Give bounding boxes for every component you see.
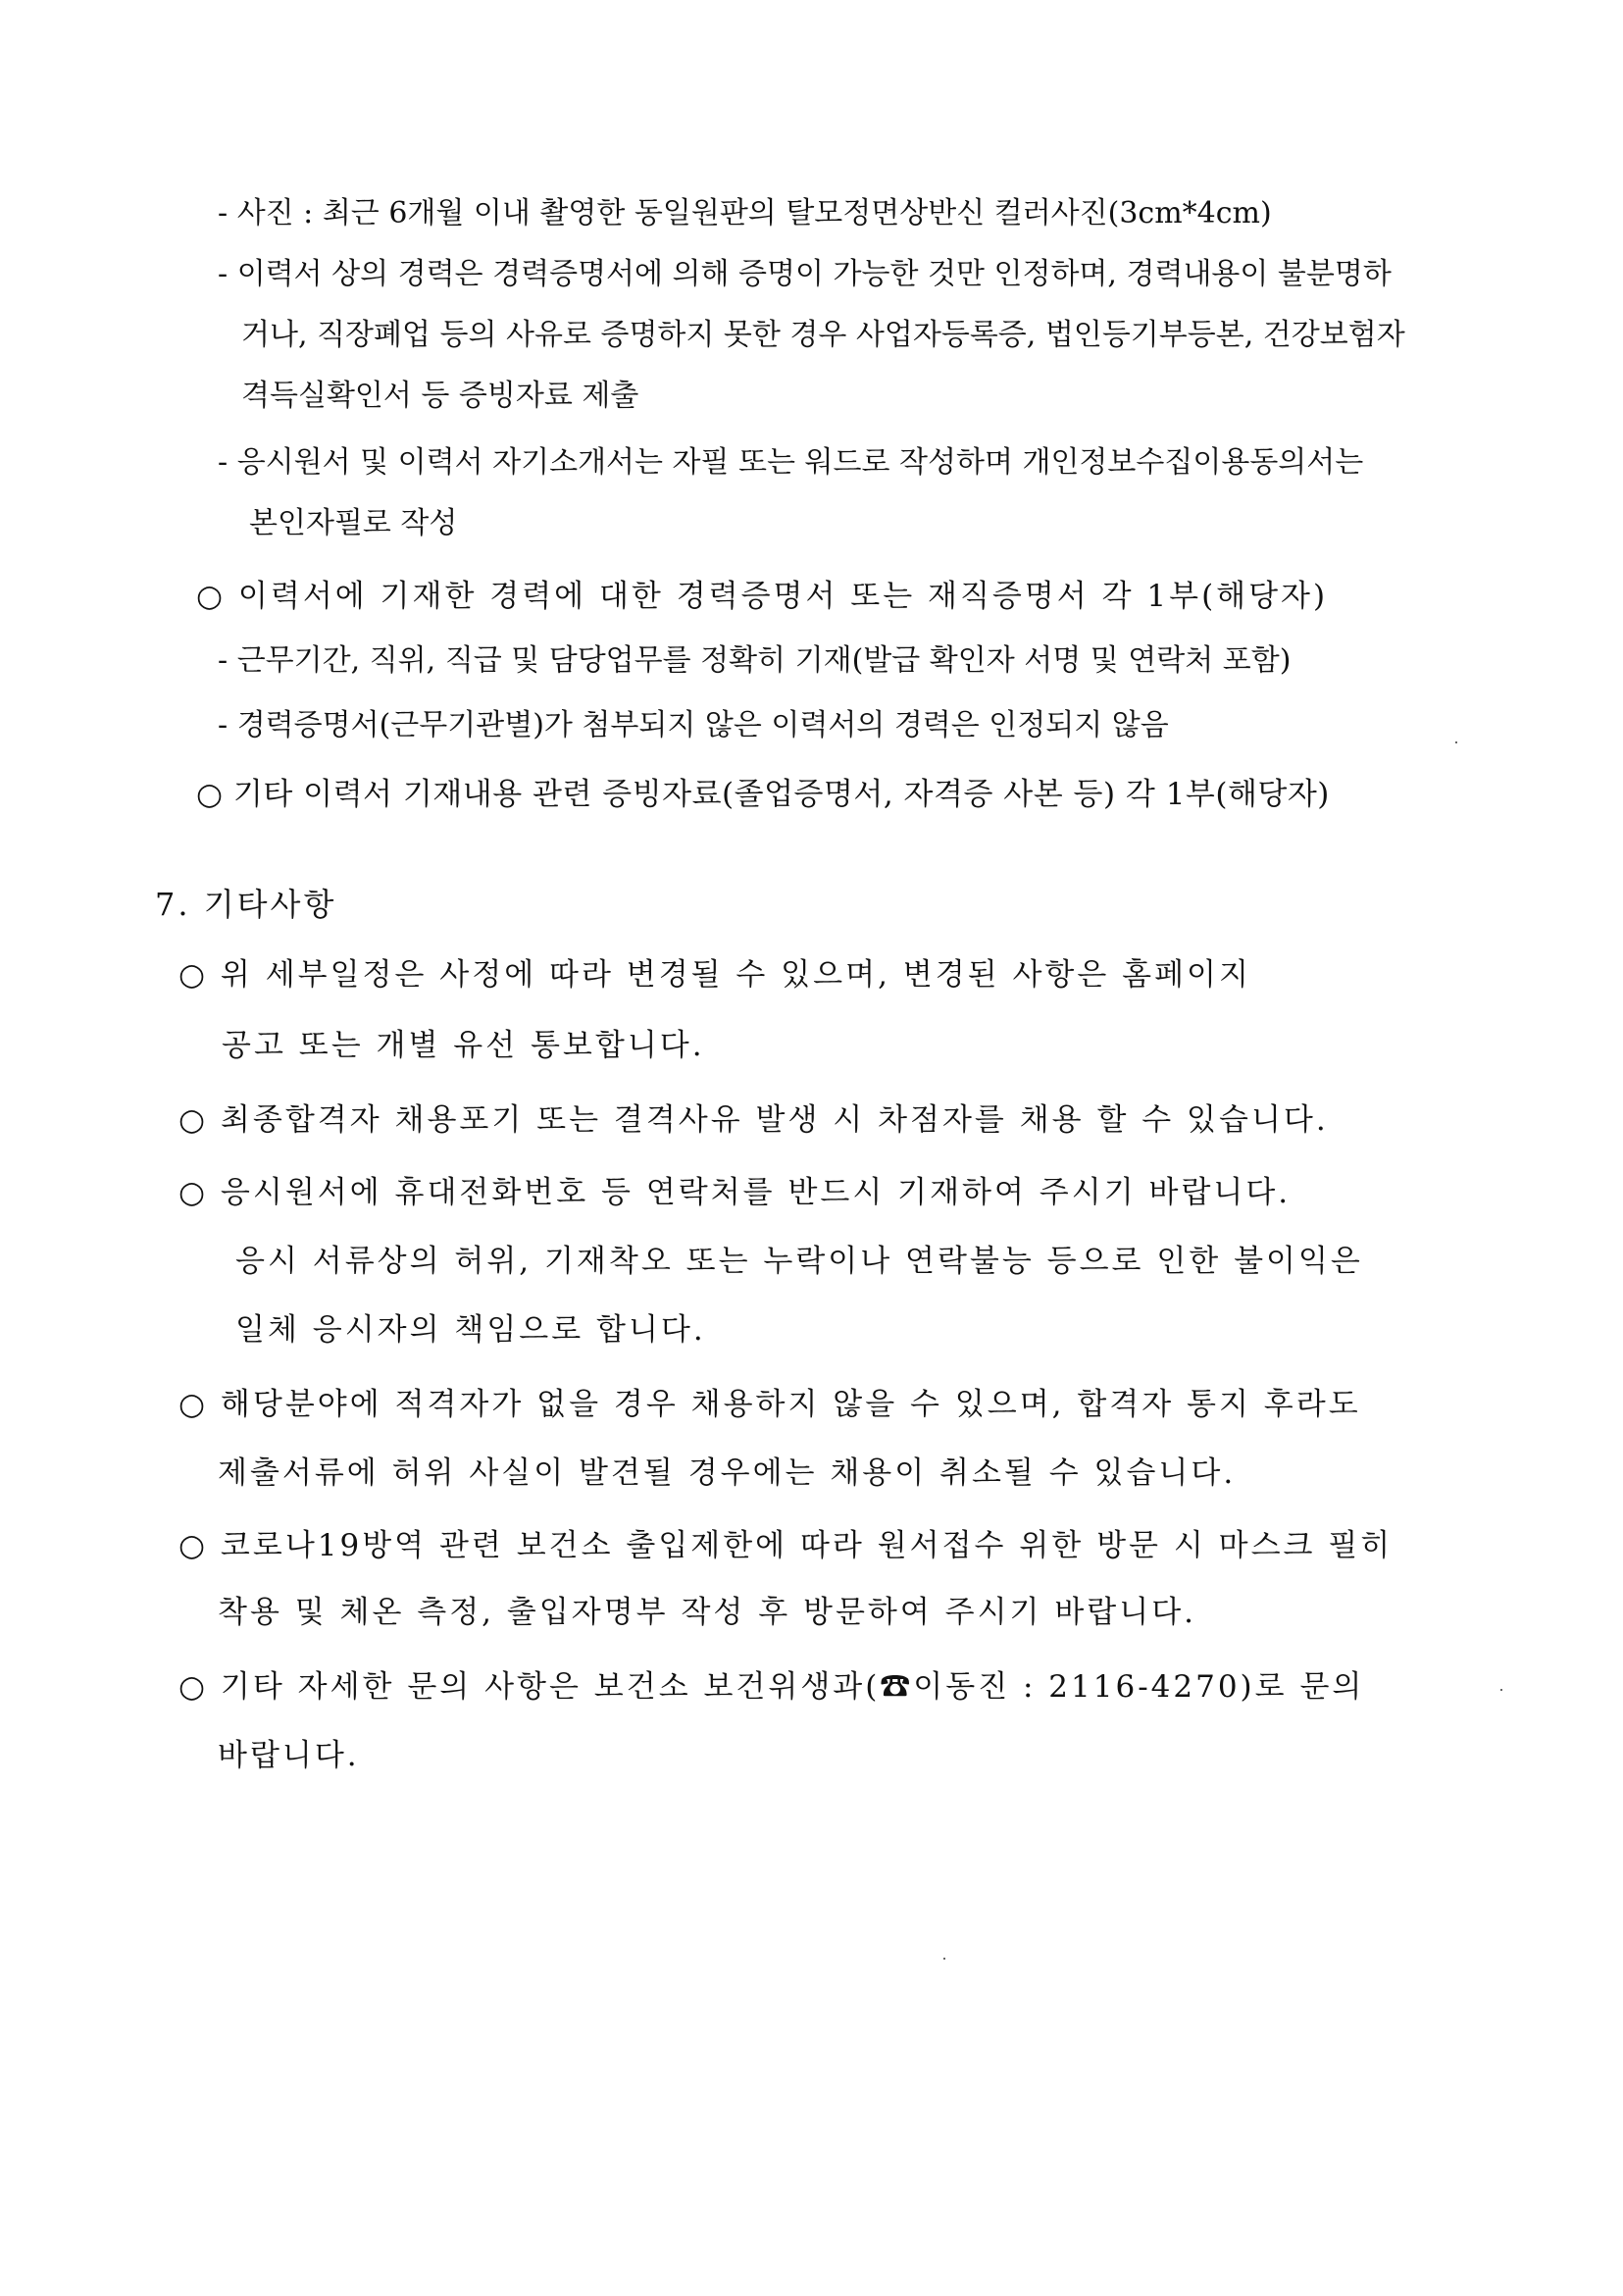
scan-speck [1500,1689,1502,1691]
notice-item [178,953,1251,996]
list-item-text: 본인자필로 작성 [249,506,458,540]
notice-item [178,1665,1364,1709]
list-item-text: 응시원서 및 이력서 자기소개서는 자필 또는 워드로 작성하며 개인정보수집이용동의서는 [236,445,1364,480]
notice-item-cont [218,1734,360,1777]
list-item-text: 경력증명서(근무기관별)가 첨부되지 않은 이력서의 경력은 인정되지 않음 [236,708,1169,742]
list-bullet: - [218,196,228,230]
application-form-line-cont [249,502,457,545]
list-bullet: - [218,445,228,480]
list-item-text: 공고 또는 개별 유선 통보합니다. [222,1028,705,1063]
list-item-text: 제출서류에 허위 사실이 발견될 경우에는 채용이 취소될 수 있습니다. [218,1455,1237,1491]
list-item-text: 응시 서류상의 허위, 기재착오 또는 누락이나 연락불능 등으로 인한 불이익은 [235,1244,1363,1279]
section-heading: 7. 기타사항 [155,886,337,923]
list-bullet: - [218,257,228,291]
list-item-text: 기타 자세한 문의 사항은 보건소 보건위생과(☎이동진 : 2116-4270)로 문의 [220,1669,1365,1705]
list-item-text: 기타 이력서 기재내용 관련 증빙자료(졸업증명서, 자격증 사본 등) 각 1부(해당자) [232,777,1330,812]
notice-item [178,1098,1329,1142]
list-bullet: ○ [178,1102,209,1138]
list-item-text: 코로나19방역 관련 보건소 출입제한에 따라 원서접수 위한 방문 시 마스크 필히 [220,1528,1394,1563]
list-item-text: 최종합격자 채용포기 또는 결격사유 발생 시 차점자를 채용 할 수 있습니다. [220,1102,1329,1138]
scan-speck [1455,741,1457,743]
career-not-recognized-line [218,704,1169,747]
photo-requirement-line [218,192,1272,235]
scan-speck [943,1958,945,1960]
list-item-text: 근무기간, 직위, 직급 및 담당업무를 정확히 기재(발급 확인자 서명 및 연락처 포함) [236,643,1292,678]
list-item-text: 격득실확인서 등 증빙자료 제출 [241,379,639,413]
list-bullet: ○ [196,579,227,614]
work-period-line [218,639,1291,683]
list-bullet: ○ [178,1669,209,1705]
career-proof-line [218,253,1392,296]
career-proof-line-cont [241,375,638,418]
notice-item-cont [218,1591,1196,1634]
other-evidence-item [196,773,1330,816]
list-item-text: 거나, 직장폐업 등의 사유로 증명하지 못한 경우 사업자등록증, 법인등기부등본, 건강보험자 [241,318,1405,352]
career-certificate-item [196,575,1328,618]
list-bullet: ○ [178,1387,209,1422]
notice-item-cont [222,1024,705,1067]
notice-item [178,1524,1393,1567]
list-item-text: 일체 응시자의 책임으로 합니다. [235,1312,706,1348]
notice-item [178,1383,1361,1426]
notice-item-cont [218,1452,1236,1495]
list-item-text: 사진 : 최근 6개월 이내 촬영한 동일원판의 탈모정면상반신 컬러사진(3cm*4cm) [236,196,1272,230]
list-item-text: 해당분야에 적격자가 없을 경우 채용하지 않을 수 있으며, 합격자 통지 후라도 [220,1387,1361,1422]
notice-item [178,1171,1291,1214]
list-item-text: 이력서에 기재한 경력에 대한 경력증명서 또는 재직증명서 각 1부(해당자) [237,579,1329,614]
list-bullet: - [218,708,228,742]
application-form-line [218,441,1363,485]
list-bullet: ○ [196,777,224,812]
list-item-text: 이력서 상의 경력은 경력증명서에 의해 증명이 가능한 것만 인정하며, 경력내용이 불분명하 [236,257,1392,291]
notice-item-cont [235,1308,706,1352]
list-bullet: - [218,643,228,678]
list-item-text: 위 세부일정은 사정에 따라 변경될 수 있으며, 변경된 사항은 홈페이지 [220,957,1251,993]
notice-item-cont [235,1240,1363,1283]
list-bullet: ○ [178,1175,209,1210]
list-item-text: 착용 및 체온 측정, 출입자명부 작성 후 방문하여 주시기 바랍니다. [218,1595,1196,1630]
list-item-text: 바랍니다. [218,1738,360,1773]
list-bullet: ○ [178,1528,209,1563]
list-bullet: ○ [178,957,209,993]
career-proof-line-cont [241,314,1405,357]
list-item-text: 응시원서에 휴대전화번호 등 연락처를 반드시 기재하여 주시기 바랍니다. [220,1175,1292,1210]
